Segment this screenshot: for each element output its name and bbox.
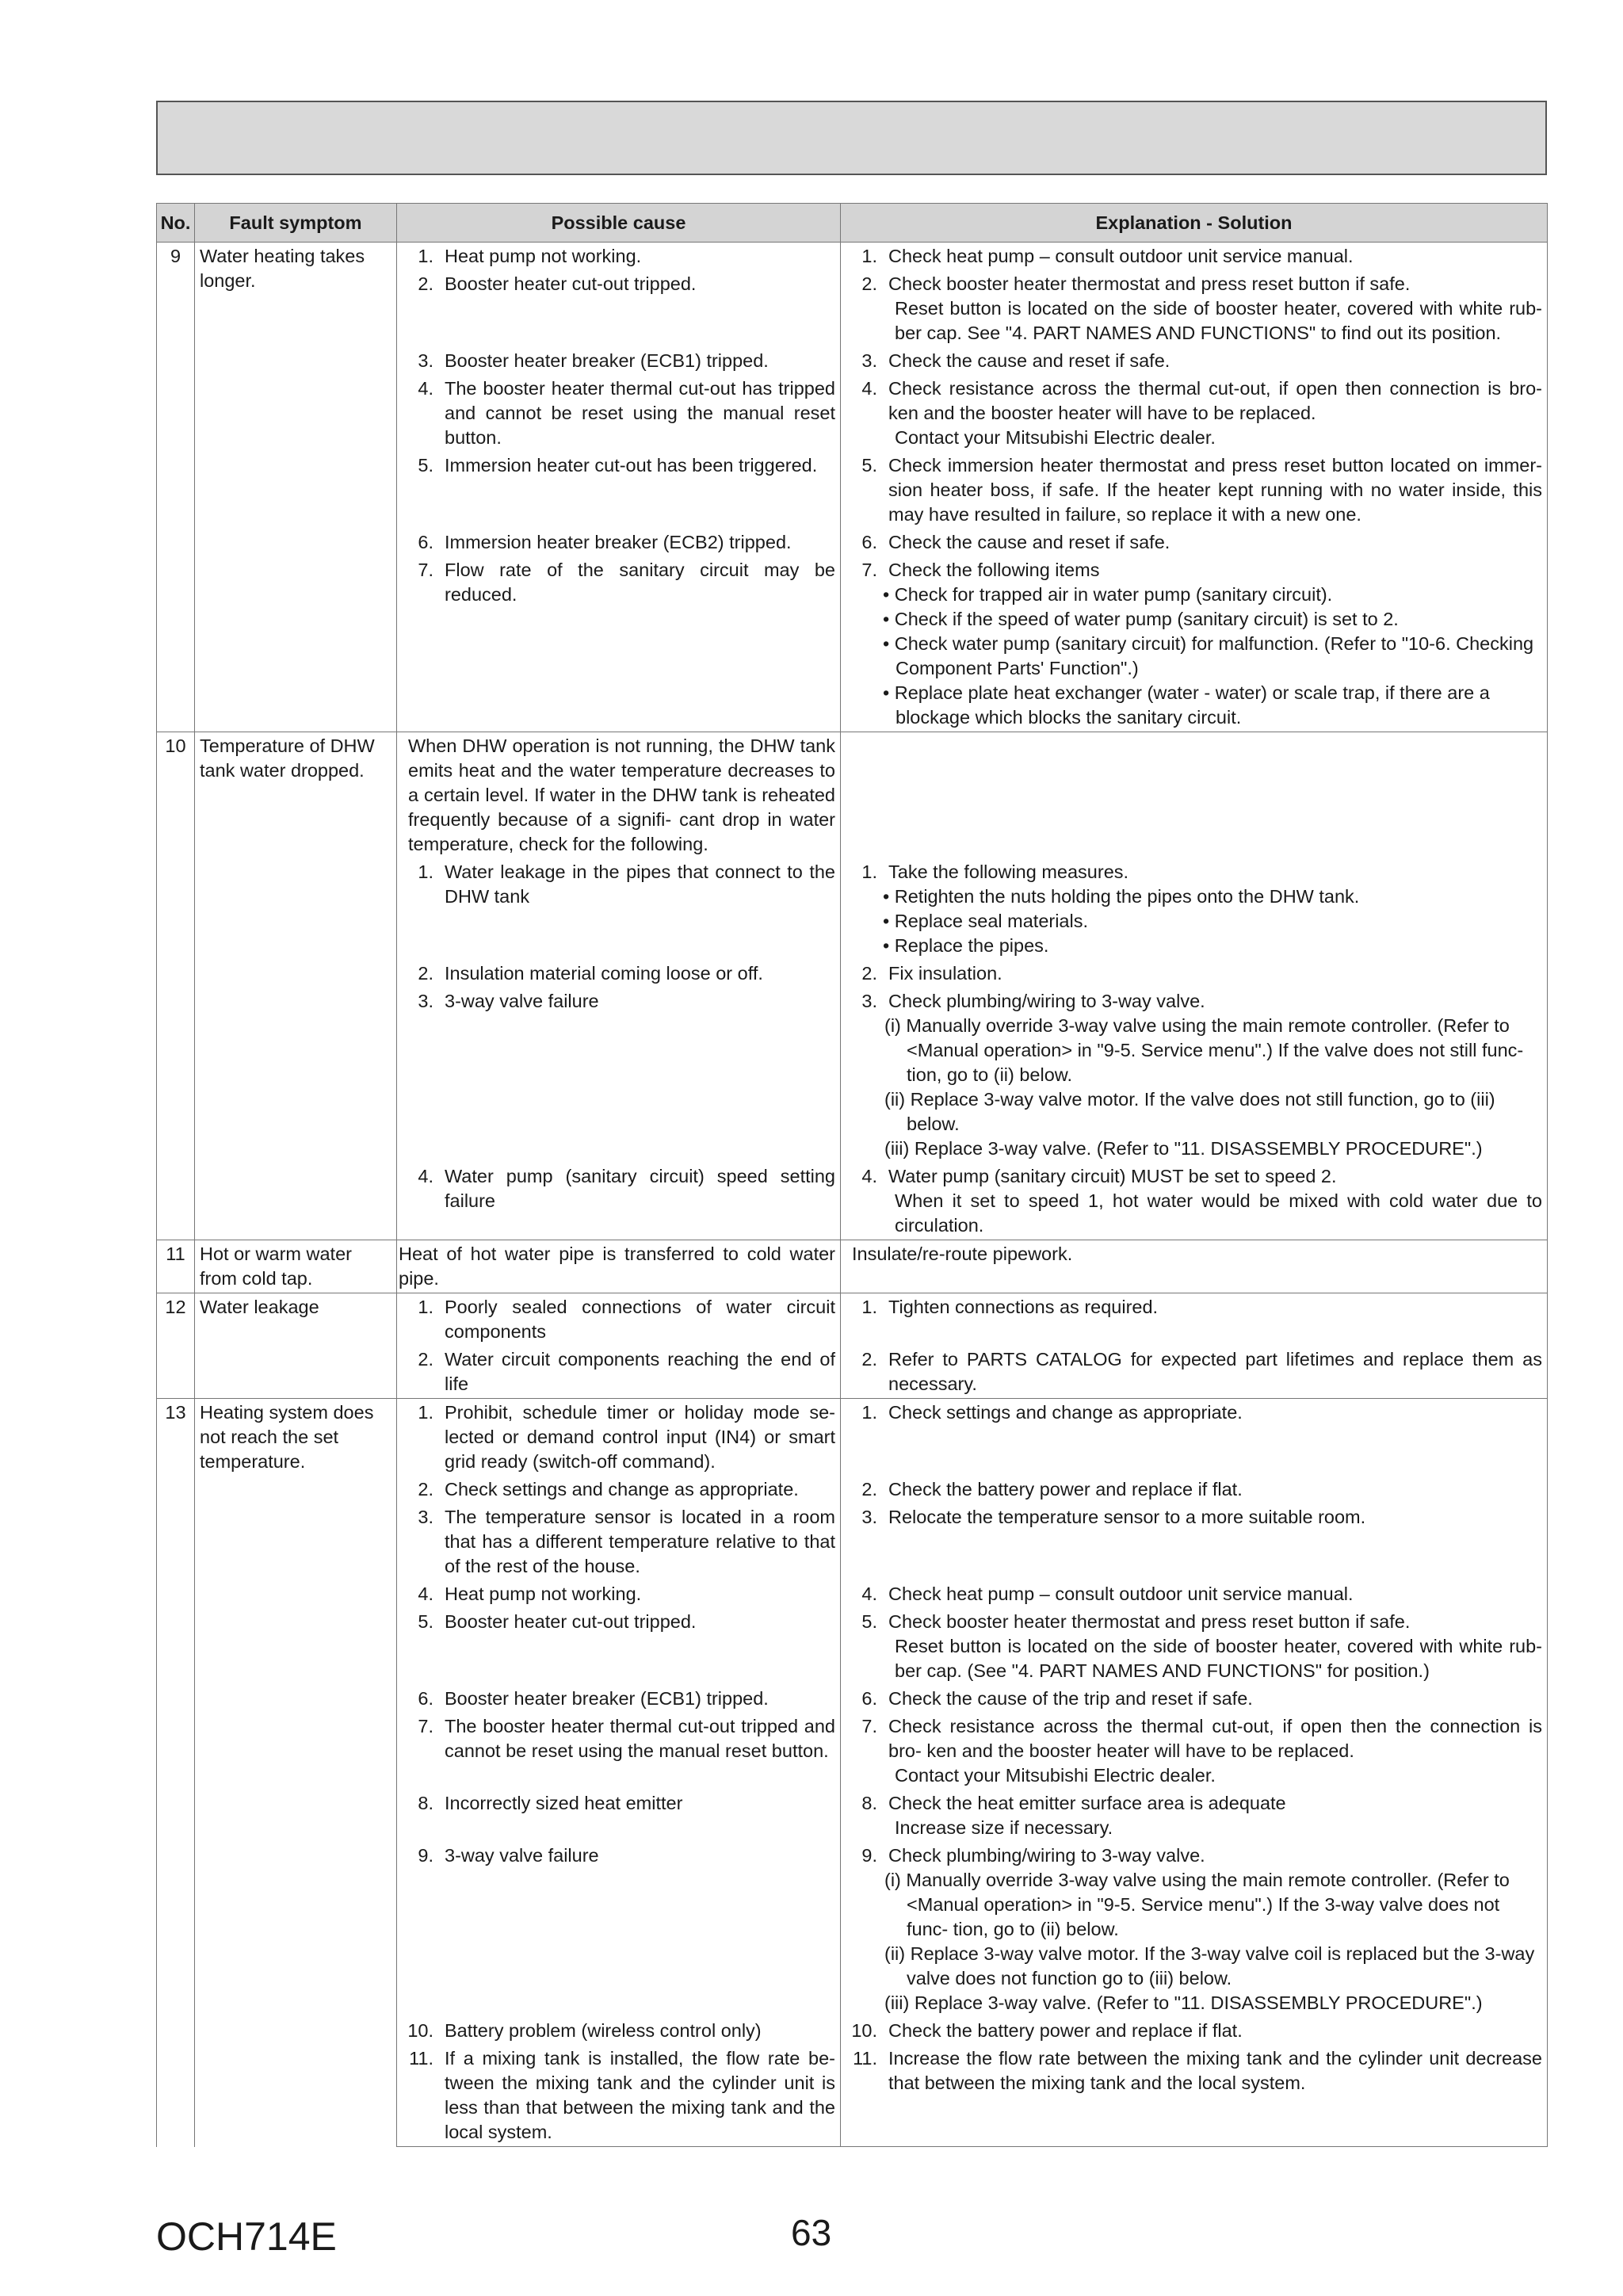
solution-bullet: • Replace the pipes. bbox=[883, 935, 1049, 956]
solution-text: Check the heat emitter surface area is adequate bbox=[888, 1793, 1286, 1813]
solution-item bbox=[846, 530, 1542, 555]
solution-item bbox=[846, 1714, 1542, 1763]
solution-number: 7. bbox=[861, 1716, 877, 1736]
cause-item bbox=[402, 1687, 835, 1711]
cause-item bbox=[402, 1505, 835, 1579]
solution-cell bbox=[841, 1399, 1548, 1477]
solution-text: Check the cause of the trip and reset if safe. bbox=[888, 1688, 1253, 1709]
table-row bbox=[157, 1240, 1548, 1293]
cause-number: 1. bbox=[418, 246, 433, 266]
cause-text: Poorly sealed connections of water circuit components bbox=[445, 1297, 835, 1342]
cause-cell bbox=[397, 347, 841, 375]
solution-number: 6. bbox=[861, 1688, 877, 1709]
solution-substep: (iii) Replace 3-way valve. (Refer to "11. DISASSEMBLY PROCEDURE".) bbox=[884, 1138, 1483, 1159]
solution-text: Check settings and change as appropriate. bbox=[888, 1402, 1243, 1423]
cause-number: 6. bbox=[418, 1688, 433, 1709]
solution-number: 1. bbox=[861, 861, 877, 882]
solution-cell bbox=[841, 988, 1548, 1163]
solution-number: 5. bbox=[861, 455, 877, 476]
solution-number: 7. bbox=[861, 560, 877, 580]
cause-text: Incorrectly sized heat emitter bbox=[445, 1793, 683, 1813]
cause-text: Prohibit, schedule timer or holiday mode se- lected or demand control input (IN4) or smart grid ready (switch-off command). bbox=[445, 1402, 835, 1472]
cause-cell bbox=[397, 2045, 841, 2147]
cause-number: 3. bbox=[418, 1507, 433, 1527]
cause-cell bbox=[397, 1842, 841, 2017]
solution-text: Check booster heater thermostat and press reset button if safe. bbox=[888, 273, 1411, 294]
solution-item bbox=[846, 272, 1542, 296]
cause-item bbox=[402, 349, 835, 373]
solution-item bbox=[846, 1477, 1542, 1502]
solution-cell bbox=[841, 858, 1548, 960]
cause-text: Check settings and change as appropriate. bbox=[445, 1479, 799, 1499]
solution-bullet: • Check water pump (sanitary circuit) for malfunction. (Refer to "10-6. Checking Component Parts' Function".) bbox=[883, 633, 1534, 678]
table-row bbox=[157, 1293, 1548, 1347]
cause-cell bbox=[397, 1580, 841, 1608]
cause-cell bbox=[397, 529, 841, 556]
solution-bullet: • Check if the speed of water pump (sanitary circuit) is set to 2. bbox=[883, 609, 1399, 629]
table-row bbox=[157, 243, 1548, 271]
cause-cell bbox=[397, 1713, 841, 1790]
cause-item bbox=[402, 860, 835, 909]
solution-text: Increase the flow rate between the mixing tank and the cylinder unit decrease that between the mixing tank and the local system. bbox=[888, 2048, 1542, 2093]
document-code: OCH714E bbox=[156, 2214, 337, 2259]
solution-text: Check plumbing/wiring to 3-way valve. bbox=[888, 1845, 1205, 1866]
solution-cell bbox=[841, 1608, 1548, 1685]
header-no: No. bbox=[157, 204, 195, 243]
cause-text: 3-way valve failure bbox=[445, 991, 599, 1011]
cause-text: Flow rate of the sanitary circuit may be reduced. bbox=[445, 560, 835, 605]
cause-item bbox=[402, 989, 835, 1014]
solution-number: 2. bbox=[861, 963, 877, 984]
solution-cell bbox=[841, 1842, 1548, 2017]
cause-number: 11. bbox=[409, 2048, 433, 2069]
solution-cell bbox=[841, 2017, 1548, 2045]
solution-number: 3. bbox=[861, 1507, 877, 1527]
cause-cell bbox=[397, 858, 841, 960]
cause-number: 2. bbox=[418, 1479, 433, 1499]
cause-text: Insulation material coming loose or off. bbox=[445, 963, 763, 984]
cause-text: Water leakage in the pipes that connect to the DHW tank bbox=[445, 861, 835, 907]
cause-item bbox=[402, 2046, 835, 2145]
solution-text: Insulate/re-route pipework. bbox=[852, 1244, 1073, 1264]
solution-cell bbox=[841, 1713, 1548, 1790]
solution-cell bbox=[841, 2045, 1548, 2147]
solution-number: 5. bbox=[861, 1611, 877, 1632]
solution-item bbox=[846, 2046, 1542, 2095]
cause-number: 10. bbox=[407, 2020, 433, 2041]
solution-note: Contact your Mitsubishi Electric dealer. bbox=[895, 427, 1216, 448]
solution-number: 3. bbox=[861, 991, 877, 1011]
solution-item bbox=[846, 453, 1542, 527]
cause-cell bbox=[397, 1790, 841, 1842]
cause-item bbox=[402, 244, 835, 269]
solution-cell bbox=[841, 243, 1548, 271]
solution-item bbox=[846, 1400, 1542, 1425]
cause-text: Heat pump not working. bbox=[445, 246, 642, 266]
header-fault-symptom: Fault symptom bbox=[195, 204, 397, 243]
cause-number: 7. bbox=[418, 1716, 433, 1736]
solution-text: Check the following items bbox=[888, 560, 1100, 580]
solution-text: Check resistance across the thermal cut-out, if open then the connection is bro- ken and the booster heater will have to be replaced. bbox=[888, 1716, 1542, 1761]
solution-number: 2. bbox=[861, 1349, 877, 1370]
cause-number: 1. bbox=[418, 1297, 433, 1317]
cause-item bbox=[402, 272, 835, 296]
solution-bullet: • Replace plate heat exchanger (water - water) or scale trap, if there are a blockage which blocks the sanitary circuit. bbox=[883, 682, 1490, 728]
solution-number: 4. bbox=[861, 1166, 877, 1186]
cause-cell bbox=[397, 1503, 841, 1580]
cause-number: 2. bbox=[418, 1349, 433, 1370]
solution-item bbox=[846, 1164, 1542, 1189]
cause-number: 2. bbox=[418, 273, 433, 294]
solution-cell bbox=[841, 556, 1548, 732]
table-row bbox=[157, 732, 1548, 859]
cause-text: Battery problem (wireless control only) bbox=[445, 2020, 762, 2041]
solution-substep: (i) Manually override 3-way valve using the main remote controller. (Refer to <Manual operation> in "9-5. Service menu".) If the valve does not still func- tion, go to (ii) below. bbox=[884, 1015, 1524, 1085]
solution-item bbox=[846, 1582, 1542, 1606]
solution-bullet: • Check for trapped air in water pump (sanitary circuit). bbox=[883, 584, 1333, 605]
cause-number: 1. bbox=[418, 861, 433, 882]
solution-item bbox=[846, 1610, 1542, 1634]
cause-number: 5. bbox=[418, 455, 433, 476]
fault-number: 10 bbox=[157, 732, 195, 1240]
solution-item bbox=[846, 1505, 1542, 1530]
cause-item bbox=[402, 1714, 835, 1763]
table-row bbox=[157, 1399, 1548, 1477]
cause-item bbox=[402, 1347, 835, 1396]
table-body bbox=[157, 243, 1548, 2147]
solution-number: 2. bbox=[861, 273, 877, 294]
header-explanation-solution: Explanation - Solution bbox=[841, 204, 1548, 243]
cause-cell bbox=[397, 1685, 841, 1713]
cause-item bbox=[402, 2019, 835, 2043]
solution-number: 4. bbox=[861, 1584, 877, 1604]
cause-number: 4. bbox=[418, 1166, 433, 1186]
solution-cell bbox=[841, 1503, 1548, 1580]
cause-number: 2. bbox=[418, 963, 433, 984]
cause-cell bbox=[397, 556, 841, 732]
solution-number: 4. bbox=[861, 378, 877, 399]
solution-text: Check the cause and reset if safe. bbox=[888, 350, 1170, 371]
cause-item bbox=[402, 961, 835, 986]
cause-text: The temperature sensor is located in a room that has a different temperature relative to that of the rest of the house. bbox=[445, 1507, 835, 1576]
fault-number: 11 bbox=[157, 1240, 195, 1293]
solution-text: Check booster heater thermostat and press reset button if safe. bbox=[888, 1611, 1411, 1632]
cause-item bbox=[402, 1477, 835, 1502]
cause-text: Booster heater breaker (ECB1) tripped. bbox=[445, 350, 769, 371]
cause-number: 1. bbox=[418, 1402, 433, 1423]
solution-item bbox=[846, 989, 1542, 1014]
solution-text: Check plumbing/wiring to 3-way valve. bbox=[888, 991, 1205, 1011]
cause-cell bbox=[397, 1293, 841, 1347]
solution-text: Water pump (sanitary circuit) MUST be set to speed 2. bbox=[888, 1166, 1337, 1186]
cause-cell bbox=[397, 2017, 841, 2045]
solution-text: Check immersion heater thermostat and press reset button located on immer- sion heater boss, if safe. If the heater kept running with no water inside, this may have resulted in failure, so replace it with a new one. bbox=[888, 455, 1542, 525]
cause-number: 7. bbox=[418, 560, 433, 580]
solution-item bbox=[846, 558, 1542, 583]
cause-item bbox=[402, 530, 835, 555]
solution-number: 1. bbox=[861, 246, 877, 266]
cause-item bbox=[402, 1164, 835, 1213]
cause-cell bbox=[397, 988, 841, 1163]
solution-item bbox=[846, 1843, 1542, 1868]
cause-item bbox=[402, 1610, 835, 1634]
cause-text: Booster heater cut-out tripped. bbox=[445, 1611, 697, 1632]
cause-item bbox=[402, 1400, 835, 1474]
cause-text: Heat of hot water pipe is transferred to cold water pipe. bbox=[399, 1244, 835, 1289]
solution-number: 10. bbox=[851, 2020, 877, 2041]
solution-cell bbox=[841, 960, 1548, 988]
solution-text: Fix insulation. bbox=[888, 963, 1002, 984]
cause-cell bbox=[397, 270, 841, 347]
cause-number: 6. bbox=[418, 532, 433, 552]
solution-cell bbox=[841, 375, 1548, 452]
solution-substep: (ii) Replace 3-way valve motor. If the 3-way valve coil is replaced but the 3-way valve does not function go to (iii) below. bbox=[884, 1943, 1535, 1988]
solution-cell bbox=[841, 270, 1548, 347]
page-number: 63 bbox=[791, 2212, 832, 2253]
solution-number: 6. bbox=[861, 532, 877, 552]
cause-number: 4. bbox=[418, 1584, 433, 1604]
cause-text: If a mixing tank is installed, the flow rate be- tween the mixing tank and the cylinder unit is less than that between the mixing tank and the local system. bbox=[445, 2048, 835, 2142]
cause-item bbox=[402, 453, 835, 478]
solution-cell bbox=[841, 1580, 1548, 1608]
cause-cell bbox=[397, 1476, 841, 1503]
solution-text: Take the following measures. bbox=[888, 861, 1129, 882]
cause-cell bbox=[397, 375, 841, 452]
solution-item bbox=[846, 961, 1542, 986]
cause-number: 5. bbox=[418, 1611, 433, 1632]
solution-text: Check heat pump – consult outdoor unit service manual. bbox=[888, 1584, 1354, 1604]
solution-item bbox=[846, 244, 1542, 269]
solution-item bbox=[846, 1687, 1542, 1711]
solution-number: 2. bbox=[861, 1479, 877, 1499]
solution-note: Increase size if necessary. bbox=[895, 1817, 1113, 1838]
cause-text: The booster heater thermal cut-out has tripped and cannot be reset using the manual reset button. bbox=[445, 378, 835, 448]
solution-cell bbox=[841, 1240, 1548, 1293]
header-possible-cause: Possible cause bbox=[397, 204, 841, 243]
fault-number: 9 bbox=[157, 243, 195, 732]
cause-cell bbox=[397, 1608, 841, 1685]
cause-text: Heat pump not working. bbox=[445, 1584, 642, 1604]
cause-intro: When DHW operation is not running, the DHW tank emits heat and the water temperature decreases to a certain level. If water in the DHW tank is reheated frequently because of a signifi- cant drop in water temperature, check for the following. bbox=[408, 735, 835, 854]
solution-cell bbox=[841, 347, 1548, 375]
solution-cell bbox=[841, 529, 1548, 556]
solution-text: Refer to PARTS CATALOG for expected part lifetimes and replace them as necessary. bbox=[888, 1349, 1542, 1394]
solution-substep: (i) Manually override 3-way valve using the main remote controller. (Refer to <Manual operation> in "9-5. Service menu".) If the 3-way valve does not func- tion, go to (ii) below. bbox=[884, 1870, 1510, 1939]
solution-item bbox=[846, 1295, 1542, 1320]
cause-item bbox=[402, 1791, 835, 1816]
solution-bullet: • Retighten the nuts holding the pipes onto the DHW tank. bbox=[883, 886, 1360, 907]
cause-cell bbox=[397, 1346, 841, 1399]
cause-cell bbox=[397, 732, 841, 859]
cause-number: 9. bbox=[418, 1845, 433, 1866]
cause-text: The booster heater thermal cut-out tripped and cannot be reset using the manual reset button. bbox=[445, 1716, 835, 1761]
cause-cell bbox=[397, 243, 841, 271]
cause-text: 3-way valve failure bbox=[445, 1845, 599, 1866]
cause-number: 4. bbox=[418, 378, 433, 399]
cause-item bbox=[402, 1295, 835, 1344]
troubleshooting-table bbox=[156, 203, 1548, 2147]
table-header-row bbox=[157, 204, 1548, 243]
solution-item bbox=[846, 2019, 1542, 2043]
solution-cell bbox=[841, 452, 1548, 529]
cause-item bbox=[402, 376, 835, 450]
solution-number: 3. bbox=[861, 350, 877, 371]
cause-cell bbox=[397, 452, 841, 529]
cause-text: Immersion heater cut-out has been triggered. bbox=[445, 455, 818, 476]
cause-text: Booster heater breaker (ECB1) tripped. bbox=[445, 1688, 769, 1709]
cause-item bbox=[402, 558, 835, 607]
solution-number: 9. bbox=[861, 1845, 877, 1866]
fault-symptom: Temperature of DHW tank water dropped. bbox=[195, 732, 397, 1240]
solution-note: Reset button is located on the side of booster heater, covered with white rub- ber cap. (See "4. PART NAMES AND FUNCTIONS" for position.) bbox=[895, 1636, 1542, 1681]
solution-note: Reset button is located on the side of booster heater, covered with white rub- ber cap. See "4. PART NAMES AND FUNCTIONS" to find out its position. bbox=[895, 298, 1542, 343]
solution-text: Relocate the temperature sensor to a more suitable room. bbox=[888, 1507, 1366, 1527]
solution-number: 11. bbox=[853, 2048, 877, 2069]
cause-number: 3. bbox=[418, 350, 433, 371]
cause-text: Booster heater cut-out tripped. bbox=[445, 273, 697, 294]
solution-number: 1. bbox=[861, 1402, 877, 1423]
cause-item bbox=[402, 1843, 835, 1868]
fault-symptom: Heating system does not reach the set temperature. bbox=[195, 1399, 397, 2147]
cause-cell bbox=[397, 960, 841, 988]
cause-item bbox=[402, 1582, 835, 1606]
solution-substep: (ii) Replace 3-way valve motor. If the valve does not still function, go to (iii) below. bbox=[884, 1089, 1495, 1134]
fault-symptom: Water leakage bbox=[195, 1293, 397, 1399]
cause-number: 8. bbox=[418, 1793, 433, 1813]
solution-cell bbox=[841, 732, 1548, 859]
solution-text: Tighten connections as required. bbox=[888, 1297, 1159, 1317]
solution-cell bbox=[841, 1790, 1548, 1842]
solution-cell bbox=[841, 1685, 1548, 1713]
solution-note: Contact your Mitsubishi Electric dealer. bbox=[895, 1765, 1216, 1786]
fault-symptom: Hot or warm water from cold tap. bbox=[195, 1240, 397, 1293]
solution-cell bbox=[841, 1476, 1548, 1503]
solution-substep: (iii) Replace 3-way valve. (Refer to "11. DISASSEMBLY PROCEDURE".) bbox=[884, 1992, 1483, 2013]
cause-cell bbox=[397, 1163, 841, 1240]
section-header-band bbox=[156, 101, 1547, 175]
solution-item bbox=[846, 860, 1542, 884]
solution-text: Check the cause and reset if safe. bbox=[888, 532, 1170, 552]
cause-cell bbox=[397, 1240, 841, 1293]
fault-symptom: Water heating takes longer. bbox=[195, 243, 397, 732]
solution-text: Check the battery power and replace if flat. bbox=[888, 2020, 1243, 2041]
cause-text: Water pump (sanitary circuit) speed setting failure bbox=[445, 1166, 835, 1211]
solution-cell bbox=[841, 1163, 1548, 1240]
cause-number: 3. bbox=[418, 991, 433, 1011]
solution-number: 1. bbox=[861, 1297, 877, 1317]
solution-text: Check the battery power and replace if flat. bbox=[888, 1479, 1243, 1499]
solution-item bbox=[846, 1347, 1542, 1396]
solution-note: When it set to speed 1, hot water would be mixed with cold water due to circulation. bbox=[895, 1190, 1542, 1236]
cause-text: Water circuit components reaching the end of life bbox=[445, 1349, 835, 1394]
fault-number: 12 bbox=[157, 1293, 195, 1399]
cause-text: Immersion heater breaker (ECB2) tripped. bbox=[445, 532, 792, 552]
fault-number: 13 bbox=[157, 1399, 195, 2147]
solution-text: Check heat pump – consult outdoor unit service manual. bbox=[888, 246, 1354, 266]
solution-text: Check resistance across the thermal cut-out, if open then connection is bro- ken and the booster heater will have to be replaced. bbox=[888, 378, 1542, 423]
solution-item bbox=[846, 349, 1542, 373]
solution-cell bbox=[841, 1293, 1548, 1347]
cause-cell bbox=[397, 1399, 841, 1477]
solution-item bbox=[846, 1791, 1542, 1816]
solution-item bbox=[846, 376, 1542, 426]
solution-cell bbox=[841, 1346, 1548, 1399]
solution-bullet: • Replace seal materials. bbox=[883, 911, 1089, 931]
solution-number: 8. bbox=[861, 1793, 877, 1813]
